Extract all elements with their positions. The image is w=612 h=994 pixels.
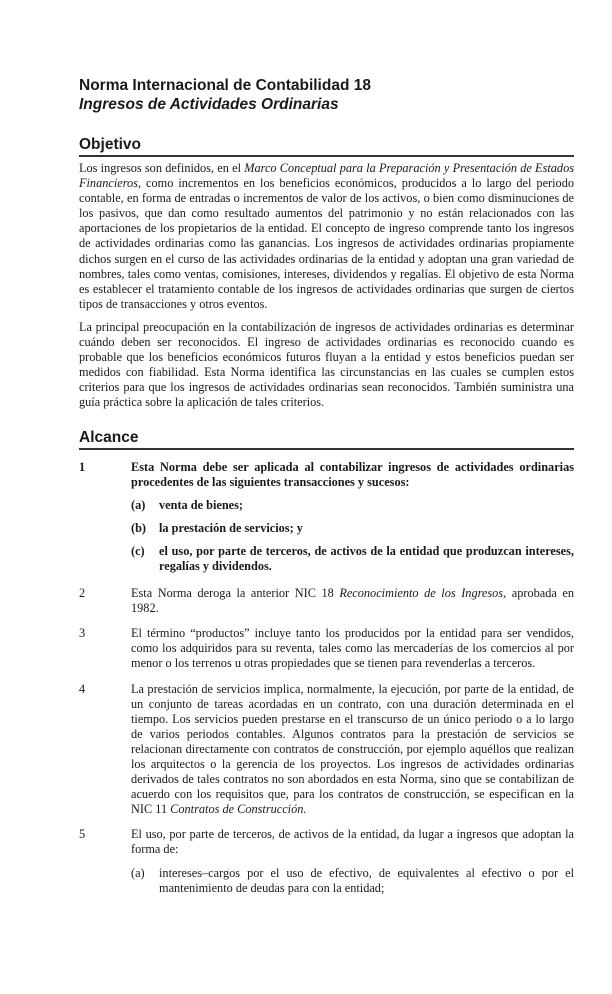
text-span: Esta Norma deroga la anterior NIC 18 (131, 586, 340, 601)
standard-title: Contratos de Construcción. (170, 802, 307, 817)
paragraph-number: 2 (79, 586, 86, 601)
list-item (131, 866, 574, 896)
paragraph-number: 3 (79, 626, 86, 641)
objective-heading: Objetivo (79, 136, 574, 157)
list-item (131, 544, 574, 574)
paragraph-number: 4 (79, 681, 86, 696)
document-title: Norma Internacional de Contabilidad 18 (79, 77, 371, 94)
title-block (79, 76, 574, 114)
paragraph-body (131, 827, 574, 895)
paragraph-text: El término “productos” incluye tanto los producidos por la entidad para ser vendidos, como los adquiridos para su reventa, tales como las mercaderías de los comercios al por menor o los terrenos u otras propiedades que se tienen para revenderlas a terceros. (131, 626, 574, 671)
paragraph-number: 5 (79, 827, 86, 842)
paragraph-text (131, 682, 574, 818)
scope-heading: Alcance (79, 429, 574, 450)
list-label: (c) (131, 543, 145, 558)
text-span: , aprobada en 1982. (131, 586, 574, 616)
list-item (131, 498, 574, 513)
paragraph-text: El uso, por parte de terceros, de activos de la entidad, da lugar a ingresos que adoptan la forma de: (131, 827, 574, 857)
document-page (79, 76, 574, 896)
list-text: intereses–cargos por el uso de efectivo, de equivalentes al efectivo o por el mantenimiento de deudas para con la entidad; (159, 865, 574, 895)
objective-section (79, 136, 574, 411)
scope-paragraph-5 (79, 827, 574, 895)
paragraph-body (131, 586, 574, 616)
objective-paragraph-2: La principal preocupación en la contabilización de ingresos de actividades ordinarias es determinar cuándo deben ser reconocidos. El ingreso de actividades ordinarias es reconocido cuando es probable que los beneficios económicos futuros fluyan a la entidad y estos beneficios puedan ser medidos con fiabilidad. Esta Norma identifica las circunstancias en las cuales se cumplen estos criterios para que los ingresos de actividades ordinarias sean reconocidos. También suministra una guía práctica sobre la aplicación de tales criterios. (79, 319, 574, 410)
list-text: la prestación de servicios; y (159, 520, 303, 535)
text-span: Los ingresos son definidos, en el (79, 161, 245, 175)
paragraph-body (131, 460, 574, 575)
scope-section (79, 429, 574, 896)
paragraph-body (131, 626, 574, 671)
paragraph-text: Esta Norma debe ser aplicada al contabilizar ingresos de actividades ordinarias procedentes de las siguientes transacciones y sucesos: (131, 459, 574, 489)
text-span: , como incrementos en los beneficios económicos, producidos a lo largo del periodo contable, en forma de entradas o incrementos de valor de los activos, o bien como disminuciones de los pasivos, que dan como resultado aumentos del patrimonio y no están relacionados con las aportaciones de los propietarios de la entidad. El concepto de ingreso comprende tanto los ingresos de actividades ordinarias como las ganancias. Los ingresos de actividades ordinarias propiamente dichos surgen en el curso de las actividades ordinarias de la entidad y adoptan una gran variedad de nombres, tales como ventas, comisiones, intereses, dividendos y regalías. El objetivo de esta Norma es establecer el tratamiento contable de los ingresos de actividades ordinarias que surgen de ciertos tipos de transacciones y otros eventos. (79, 176, 574, 311)
list-label: (a) (131, 497, 146, 512)
paragraph-body (131, 682, 574, 818)
scope-paragraph-1 (79, 460, 574, 575)
scope-paragraph-4 (79, 682, 574, 818)
list-item (131, 521, 574, 536)
framework-title: Marco Conceptual para la Preparación y Presentación de Estados Financieros (79, 161, 575, 191)
list-text: venta de bienes; (159, 497, 244, 512)
scope-paragraph-3 (79, 626, 574, 671)
document-subtitle: Ingresos de Actividades Ordinarias (79, 96, 339, 113)
paragraph-text (131, 586, 574, 616)
paragraph-number: 1 (79, 459, 86, 474)
objective-paragraph-1 (79, 161, 574, 312)
text-span: La prestación de servicios implica, normalmente, la ejecución, por parte de la entidad, de un conjunto de tareas acordadas en un contrato, con una duración determinada en el tiempo. Los servicios pueden prestarse en el transcurso de un único periodo o a lo largo de varios periodos contables. Algunos contratos para la prestación de servicios se relacionan directamente con contratos de construcción, por ejemplo aquéllos que realizan los arquitectos o la gerencia de los proyectos. Los ingresos de actividades ordinarias derivados de tales contratos no son abordados en esta Norma, sino que se contabilizan de acuerdo con los requisitos que, para los contratos de construcción, se especifican en la NIC 11 (131, 681, 574, 817)
scope-paragraph-2 (79, 586, 574, 616)
list-label: (a) (131, 865, 145, 880)
list-text: el uso, por parte de terceros, de activos de la entidad que produzcan intereses, regalías y dividendos. (159, 543, 574, 573)
list-label: (b) (131, 520, 147, 535)
standard-title: Reconocimiento de los Ingresos (339, 586, 504, 601)
